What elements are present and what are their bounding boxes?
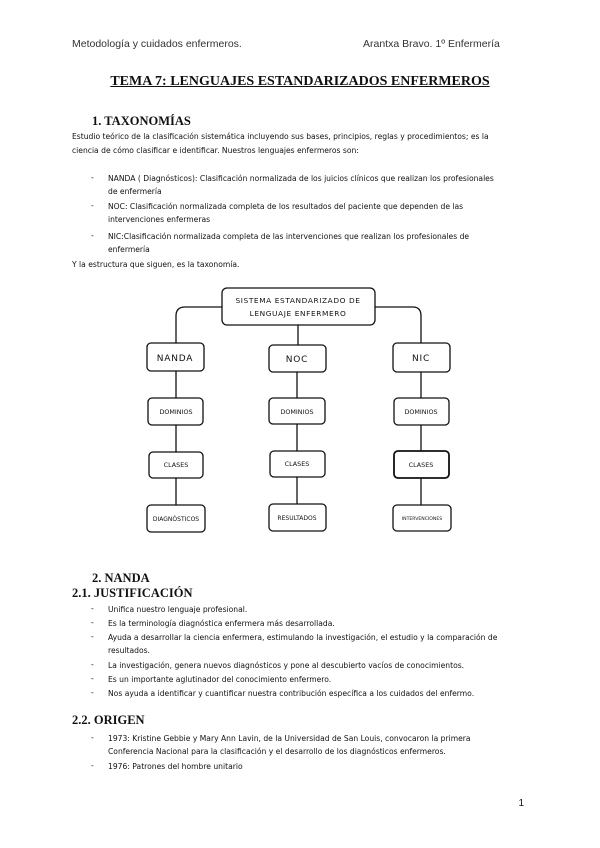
diagram-root-box xyxy=(222,288,375,325)
noc-resultados-label: RESULTADOS xyxy=(277,515,317,522)
bullet-dash: - xyxy=(91,231,94,240)
list-item-line: enfermería xyxy=(108,245,150,254)
list-item-line: NOC: Clasificación normalizada completa de los resultados del paciente que dependen de las xyxy=(108,202,464,211)
list-item xyxy=(108,732,471,758)
list-item: Nos ayuda a identificar y cuantificar nuestra contribución específica a los cuidados del enfermo. xyxy=(108,689,475,698)
intro-line-1: Estudio teórico de la clasificación sistemática incluyendo sus bases, principios, reglas y procedimientos; es la xyxy=(72,132,489,141)
noc-label: NOC xyxy=(285,355,309,365)
nic-clases-label: CLASES xyxy=(408,461,434,469)
connector-root-nanda xyxy=(176,307,222,343)
nanda-diagnosticos-label: DIAGNÓSTICOS xyxy=(152,516,200,523)
bullet-dash: - xyxy=(91,688,94,697)
list-item-line: NIC:Clasificación normalizada completa de las intervenciones que realizan los profesionales de xyxy=(108,232,470,241)
bullet-dash: - xyxy=(91,618,94,627)
nic-intervenciones-label: INTERVENCIONES xyxy=(401,517,443,522)
list-item-line: 1973: Kristine Gebbie y Mary Ann Lavin, de la Universidad de San Louis, convocaron la primera xyxy=(108,734,471,743)
nic-label: NIC xyxy=(411,354,431,364)
list-item-line: intervenciones enfermeras xyxy=(108,215,211,224)
bullet-dash: - xyxy=(91,604,94,613)
nic-dominios-label: DOMINIOS xyxy=(404,408,438,416)
list-item: Es la terminología diagnóstica enfermera más desarrollada. xyxy=(108,619,335,628)
subsection-heading-justificacion: 2.1. JUSTIFICACIÓN xyxy=(72,586,193,600)
subsection-heading-origen: 2.2. ORIGEN xyxy=(72,713,145,727)
page-number: 1 xyxy=(518,798,524,809)
header-left: Metodología y cuidados enfermeros. xyxy=(72,38,242,50)
bullet-dash: - xyxy=(91,733,94,742)
root-label-line2: LENGUAJE ENFERMERO xyxy=(249,309,347,318)
intro-line-2: ciencia de cómo clasificar e identificar. Nuestros lenguajes enfermeros son: xyxy=(72,146,359,155)
noc-dominios-label: DOMINIOS xyxy=(280,408,314,416)
nanda-clases-label: CLASES xyxy=(163,461,189,469)
list-item: 1976: Patrones del hombre unitario xyxy=(108,762,243,771)
header-right: Arantxa Bravo. 1º Enfermería xyxy=(363,38,500,50)
outro-text: Y la estructura que siguen, es la taxonomía. xyxy=(72,260,240,269)
list-item: Es un importante aglutinador del conocimiento enfermero. xyxy=(108,675,332,684)
connector-root-nic xyxy=(375,307,421,343)
page-title: TEMA 7: LENGUAJES ESTANDARIZADOS ENFERMEROS xyxy=(110,74,490,89)
list-item: Unifica nuestro lenguaje profesional. xyxy=(108,605,248,614)
list-item-line: NANDA ( Diagnósticos): Clasificación normalizada de los juicios clínicos que realizan los profesionales xyxy=(108,174,494,183)
list-item-line: resultados. xyxy=(108,646,150,655)
nanda-label: NANDA xyxy=(156,354,194,364)
list-item-line: Conferencia Nacional para la clasificación y el desarrollo de los diagnósticos enfermeros. xyxy=(108,747,446,756)
list-item: La investigación, genera nuevos diagnósticos y pone al descubierto vacíos de conocimientos. xyxy=(108,661,465,670)
list-item-line: de enfermería xyxy=(108,187,162,196)
list-item-line: Ayuda a desarrollar la ciencia enfermera, estimulando la investigación, el estudio y la comparación de xyxy=(108,633,498,642)
bullet-dash: - xyxy=(91,173,94,182)
bullet-dash: - xyxy=(91,201,94,210)
root-label-line1: SISTEMA ESTANDARIZADO DE xyxy=(235,296,361,305)
section-heading-nanda: 2. NANDA xyxy=(92,571,150,585)
bullet-dash: - xyxy=(91,761,94,770)
bullet-dash: - xyxy=(91,632,94,641)
list-item xyxy=(108,631,497,657)
bullet-dash: - xyxy=(91,674,94,683)
noc-clases-label: CLASES xyxy=(284,460,310,468)
nanda-dominios-label: DOMINIOS xyxy=(159,408,193,416)
bullet-dash: - xyxy=(91,660,94,669)
section-heading-taxonomias: 1. TAXONOMÍAS xyxy=(92,114,191,128)
